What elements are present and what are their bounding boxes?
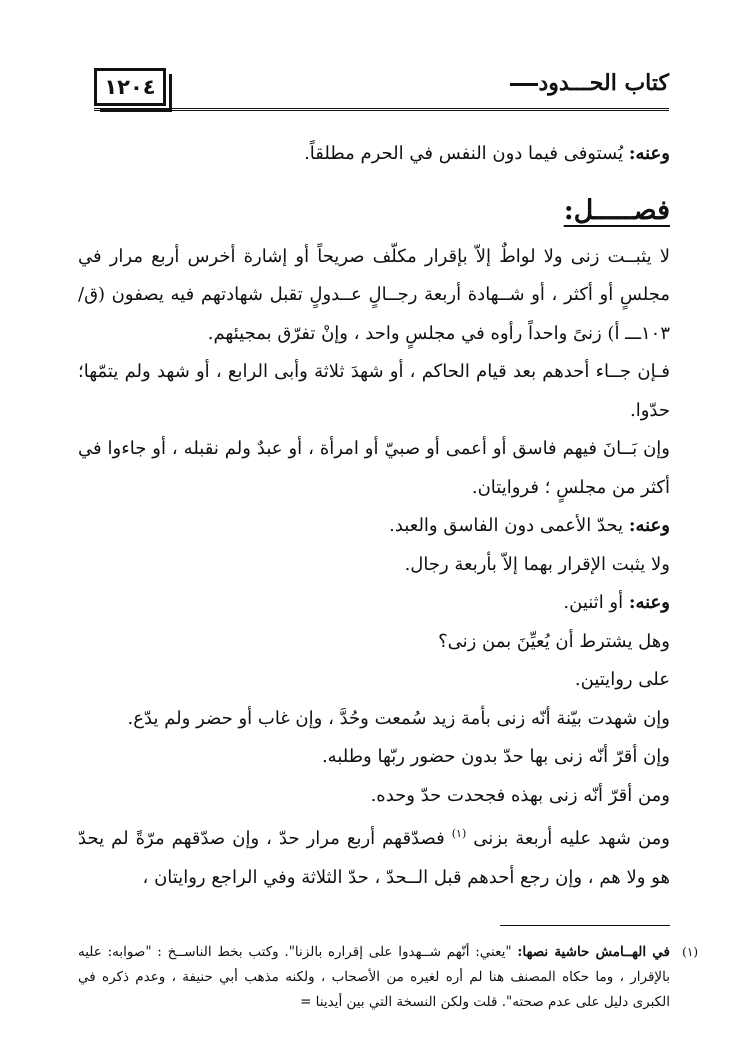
inline-lead: وعنه:: [628, 592, 670, 613]
text-line: على روايتين.: [574, 669, 670, 690]
page-header: [94, 68, 669, 112]
inline-lead: وعنه:: [628, 143, 670, 164]
paragraph: [78, 815, 670, 897]
paragraph-text: فصدّقهم أربع مرار حدّ ، وإن صدّقهم مرّةً لم يحدّ هو ولا هم ، وإن رجع أحدهم قبل الــحدّ ، حدّ الثلاثة وفي الراجع روايتان ،: [78, 828, 670, 888]
running-title: [502, 70, 669, 96]
line-text: أو اثنين.: [563, 592, 629, 613]
main-text: [78, 135, 670, 897]
footnote-ref[interactable]: (١): [451, 827, 467, 840]
inline-lead: وعنه:: [628, 515, 670, 536]
footnote-divider: [500, 925, 670, 926]
footnote: [78, 940, 698, 1015]
header-rule: [94, 108, 669, 111]
footnote-text: "يعني: أنّهم شــهدوا على إقراره بالزنا". وكتب بخط الناســخ : "صوابه: عليه بالإقرار ، وما حكاه المصنف هنا لم أره لغيره من الأصحاب ، ولكنه مذهب أبي حنيفة ، وعدم ذكره في الكبرى دليل على عدم صحته". قلت ولكن النسخة التي بين أيدينا =: [78, 944, 670, 1010]
text-line: [78, 507, 670, 546]
paragraph: وإن بَــانَ فيهم فاسق أو أعمى أو صبيّ أو امرأة ، أو عبدٌ ولم نقبله ، أو جاءوا في أكثر من مجلسٍ ؛ فروايتان.: [78, 438, 670, 498]
running-title-text: كتاب الحـــدود: [538, 70, 669, 96]
footnote-number: (١): [682, 945, 698, 959]
paragraph: فـإن جــاء أحدهم بعد قيام الحاكم ، أو شهدَ ثلاثة وأبى الرابع ، أو شهد ولم يتمّها؛ حدّوا.: [78, 361, 670, 421]
text-line: [78, 584, 670, 623]
text-line: وإن أقرّ أنّه زنى بها حدّ بدون حضور ربّها وطلبه.: [321, 746, 670, 767]
text-line: ولا يثبت الإقرار بهما إلاّ بأربعة رجال.: [404, 553, 670, 575]
text-line: وهل يشترط أن يُعيِّنَ بمن زنى؟: [438, 630, 670, 652]
text-line: وإن شهدت بيّنة أنّه زنى بأمة زيد سُمعت وحُدَّ ، وإن غاب أو حضر ولم يدّع.: [127, 707, 670, 729]
title-dash: [510, 83, 538, 86]
text-line: ومن أقرّ أنّه زنى بهذه فجحدت حدّ وحده.: [370, 784, 670, 806]
paragraph-text: ومن شهد عليه أربعة بزنى: [466, 828, 670, 849]
line-text: يُستوفى فيما دون النفس في الحرم مطلقاً.: [304, 143, 629, 164]
text-line: [78, 135, 670, 174]
section-title: فصـــــل:: [563, 194, 670, 226]
page-number: ١٢٠٤: [104, 75, 156, 99]
page-number-box: [94, 68, 166, 106]
line-text: يحدّ الأعمى دون الفاسق والعبد.: [389, 515, 629, 536]
footnote-lead: في الهــامش حاشية نصها:: [517, 944, 670, 960]
paragraph: لا يثبــت زنى ولا لواطٌ إلاّ بإقرار مكلّف صريحاً أو إشارة أخرس أربع مرار في مجلسٍ أو أكثر ، أو شــهادة أربعة رجــالٍ عــدولٍ تقبل شهادتهم فيه يصفون (ق/١٠٣ـــ أ) زنىً واحداً رأوه في مجلسٍ واحد ، وإنْ تفرّق بمجيئهم.: [78, 245, 670, 344]
